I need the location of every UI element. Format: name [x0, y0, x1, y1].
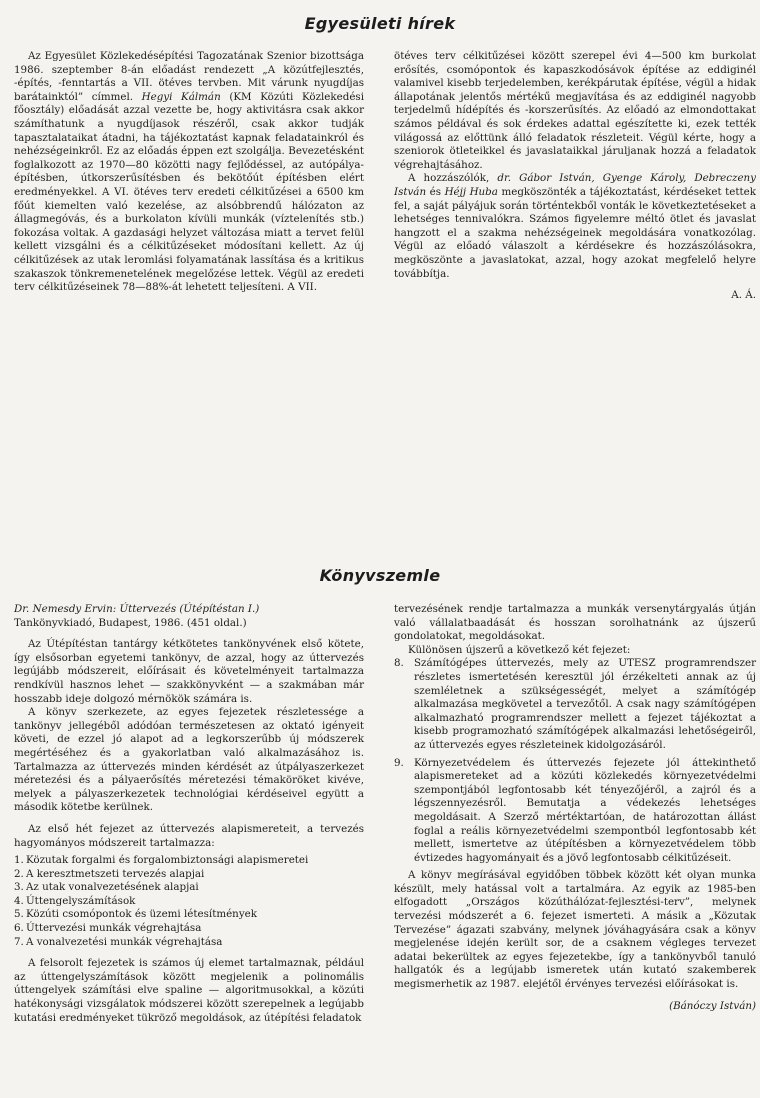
chapter-item: 7. A vonalvezetési munkák végrehajtása [14, 935, 223, 948]
contributor-name: Héjj Huba [444, 185, 498, 198]
news-column-left [14, 50, 364, 295]
chapter-item: 1. Közutak forgalmi és forgalombiztonsági alapismeretei [14, 854, 309, 867]
contributor-names: dr. Gábor István, Gyenge Károly, Debreczeny István [394, 172, 757, 198]
review-paragraph: A könyv szerkezete, az egyes fejezetek részletessége a tankönyv jellegéből adódóan természetesen az oktató igényeit követi, de ezzel jó alapot ad a legkorszerűbb új módszerek megértéséhez és a gyakorlatban való alkalmazásához is. Tartalmazza az úttervezés minden kérdését az útpályaszerkezet méretezési és a pályaerősítés méretezési témaköröket kivéve, melyek a pályaszerkezetek technológiai kérdéseivel együtt a második kötetbe kerülnek. [14, 706, 364, 814]
review-column-right [394, 603, 756, 1013]
review-paragraph: Az első hét fejezet az úttervezés alapismereteit, a tervezés hagyományos módszereit tartalmazza: [14, 822, 364, 849]
review-signature: (Bánóczy István) [669, 999, 756, 1012]
chapter-item: 8. Számítógépes úttervezés, mely az UTESZ programrendszer részletes ismertetésén keresztül jól érzékelteti annak az új szemléletnek a szükségességét, melyet a számítógép alkalmazása megkövetel a tervezőtől. A csak nagy számítógépen alkalmazható programrendszer mellett a fejezet tájékoztat a kisebb programozható számítógépek alkalmazási lehetőségeiről, az úttervezés egyes részleteinek kidolgozásáról. [394, 657, 756, 751]
review-paragraph: Különösen újszerű a következő két fejezet: [408, 643, 631, 656]
review-section-title: Könyvszemle [319, 566, 441, 585]
review-column-left [14, 603, 364, 1025]
news-paragraph: Az Egyesület Közlekedésépítési Tagozatának Szenior bizottsága 1986. szeptember 8-án előadást rendezett „A közútfejlesztés, -építés, -fenntartás a VII. ötéves tervben. Mit várunk nyugdíjas barátainktól” címmel. Hegyi Kálmán (KM Közúti Közlekedési főosztály) előadását azzal vezette be, hogy aktivitásra csak akkor számíthatunk a nyugdíjasok részéről, csak akkor tudják tapasztalataikat átadni, ha tájékoztatást kapnak feladatainkról és nehézségeinkről. Ez az előadás éppen ezt szolgálja. Bevezetésként foglalkozott az 1970—80 közötti nagy fejlődéssel, az autópálya-építésben, útkorszerűsítésben és bekötőút építésben elért eredményekkel. A VI. ötéves terv eredeti célkitűzései a 6500 km főút kiemelten való kezelése, az alsóbbrendű hálózaton az állagmegóvás, és a burkolaton kívüli munkák (víztelenítés stb.) fokozása voltak. A gazdasági helyzet változása miatt a tervet felül kellett vizsgálni és a célkitűzéseket módosítani kellett. Az új célkitűzések az utak leromlási folyamatának lassítása és a kritikus szakaszok tönkremenetelének megelőzése lettek. Végül az eredeti terv célkitűzéseinek 78—88%-át lehetett teljesíteni. A VII. [14, 50, 364, 294]
news-column-right [394, 50, 756, 303]
review-paragraph: Az Útépítéstan tantárgy kétkötetes tankönyvének első kötete, így elsősorban egyetemi tankönyv, de azzal, hogy az úttervezés legújább módszereit, előírásait és követelményeit tartalmazza rendkívül hasznos lehet — szakkönyvként — a szakmában már hosszabb ideje dolgozó mérnökök számára is. [14, 638, 364, 705]
book-title: Dr. Nemesdy Ervin: Úttervezés (Útépítéstan I.) [14, 603, 260, 615]
chapter-item: 9. Környezetvédelem és úttervezés fejezete jól áttekinthető alapismereteket ad a közúti közlekedés környezetvédelmi szempontjából legfontosabb két tényezőjéről, a zajról és a légszennyezésről. Bemutatja a védekezés lehetséges megoldásait. A Szerző mértéktartóan, de határozottan állást foglal a reális környezetvédelmi szempontból legfontosabb két mellett, ismertetve az útépítésben a környezetvédelem több évtizedes hagyományait és a jövő legfontosabb célkitűzéseit. [394, 756, 756, 864]
news-paragraph: ötéves terv célkitűzései között szerepel évi 4—500 km burkolat erősítés, csomópontok és kapaszkodósávok építése az eddiginél valamivel kisebb terjedelemben, kerékpárutak építése, végül a hidak állapotának jelentős mértékű megjavítása és az eddiginél nagyobb terjedelmű hídépítés és -korszerűsítés. Az előadó az elmondottakat számos példával és sok érdekes adattal egészítette ki, ezek tették világossá az előttünk álló feladatok részleteit. Végül kérte, hogy a szeniorok ötleteikkel és javaslataikkal járuljanak hozzá a feladatok végrehajtásához. [394, 50, 756, 171]
review-paragraph: A könyv megírásával egyidőben többek között két olyan munka készült, mely hatással volt a tartalmára. Az egyik az 1985-ben elfogadott „Országos közúthálózat-fejlesztési-terv”, melynek tervezési módszerét a 6. fejezet ismerteti. A másik a „Közutak Tervezése” ágazati szabvány, melynek jóváhagyására csak a könyv megjelenése idején került sor, de a csaknem végleges tervezet adatai bekerültek az egyes fejezetekbe, így a tankönyvből tanuló hallgatók és a legújabb ismeretek után kutató szakemberek megismerhetik az 1987. elejétől érvényes tervezési előírásokat is. [394, 869, 756, 991]
chapter-item: 4. Úttengelyszámítások [14, 894, 136, 907]
news-signature: A. Á. [731, 289, 756, 302]
review-paragraph: tervezésének rendje tartalmazza a munkák versenytárgyalás útján való vállalatbaadását és hosszan sorolhatnánk az újszerű gondolatokat, megoldásokat. [394, 603, 756, 643]
news-paragraph: A hozzászólók, dr. Gábor István, Gyenge Károly, Debreczeny István és Héjj Huba megköszönték a tájékoztatást, kérdéseket tettek fel, a saját pályájuk során történtekből vonták le következtetéseket a lehetséges tennivalókra. Számos figyelemre méltó ötlet és javaslat hangzott el a szakma nehézségeinek megoldására vonatkozólag. Végül az előadó válaszolt a kérdésekre és hozzászólásokra, megköszönte a javaslatokat, azzal, hogy azokat megfelelő helyre továbbítja. [394, 172, 757, 280]
chapter-item: 3. Az utak vonalvezetésének alapjai [14, 881, 199, 894]
review-paragraph: A felsorolt fejezetek is számos új elemet tartalmaznak, például az úttengelyszámítások között megjelenik a polinomális úttengelyek számítási elve spaline — algoritmusokkal, a közúti hatékonysági vizsgálatok módszerei között szerepelnek a legújabb kutatási eredményeket tükröző megoldások, az útépítési feladatok [14, 957, 364, 1024]
chapter-item: 6. Úttervezési munkák végrehajtása [14, 922, 202, 935]
book-publisher: Tankönyvkiadó, Budapest, 1986. (451 oldal.) [14, 616, 247, 629]
chapter-item: 2. A keresztmetszeti tervezés alapjai [14, 867, 205, 880]
chapter-item: 5. Közúti csomópontok és üzemi létesítmények [14, 908, 257, 921]
chapter-list-new [394, 657, 756, 865]
chapter-list [14, 854, 364, 949]
news-section-title: Egyesületi hírek [304, 14, 456, 33]
speaker-name: Hegyi Kálmán [141, 90, 221, 103]
